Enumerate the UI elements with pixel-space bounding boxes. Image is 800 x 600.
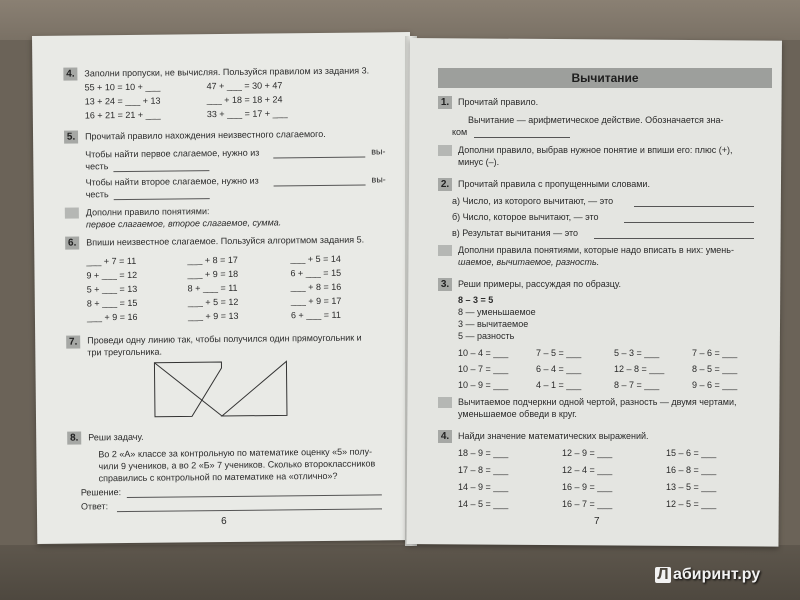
- section-title: Вычитание: [571, 71, 639, 85]
- example-term: 3 — вычитаемое: [458, 319, 529, 329]
- left-page: [32, 32, 415, 544]
- instruction-marker: [65, 208, 79, 219]
- instruction-text: уменьшаемое обведи в круг.: [458, 409, 577, 419]
- rule-text: вы-: [371, 174, 386, 185]
- triangle-right: [221, 361, 287, 416]
- equation: ___ + 9 = 13: [187, 310, 239, 322]
- task-title: Впиши неизвестное слагаемое. Пользуйся алгоритмом задания 5.: [86, 234, 365, 248]
- task-number: 4.: [438, 430, 452, 443]
- example-term: 5 — разность: [458, 331, 515, 341]
- logo-letter: Л: [655, 567, 671, 583]
- instruction-text: Дополни правило, выбрав нужное понятие и впиши его: плюс (+),: [458, 145, 733, 155]
- equation: ___ + 7 = 11: [86, 255, 137, 267]
- task-title: Найди значение математических выражений.: [458, 431, 649, 441]
- equation: ___ + 8 = 17: [187, 254, 238, 266]
- equation: ___ + 5 = 12: [187, 296, 239, 308]
- equation: 6 + ___ = 15: [290, 267, 342, 279]
- equation: 7 – 5 = ___: [536, 348, 582, 358]
- equation: 6 + ___ = 11: [290, 309, 341, 321]
- equation: 12 – 4 = ___: [562, 465, 613, 475]
- equation: 8 – 5 = ___: [692, 364, 738, 374]
- equation: 5 – 3 = ___: [614, 348, 660, 358]
- instruction-text: первое слагаемое, второе слагаемое, сумма.: [85, 217, 282, 230]
- task-number: 8.: [67, 432, 81, 445]
- rule-text: честь: [85, 161, 109, 172]
- instruction-text: минус (–).: [458, 157, 500, 167]
- equation: 17 – 8 = ___: [458, 465, 509, 475]
- equation: 10 – 4 = ___: [458, 348, 509, 358]
- task-number: 6.: [65, 237, 79, 250]
- task-number: 2.: [438, 178, 452, 191]
- equation: 16 – 9 = ___: [562, 482, 613, 492]
- rule-text: Чтобы найти второе слагаемое, нужно из: [85, 175, 259, 188]
- equation: 14 – 5 = ___: [458, 499, 509, 509]
- equation: 10 – 9 = ___: [458, 380, 509, 390]
- instruction-text: Вычитаемое подчеркни одной чертой, разность — двумя чертами,: [458, 397, 737, 407]
- equation: ___ + 18 = 18 + 24: [206, 94, 283, 106]
- answer-line[interactable]: [594, 238, 754, 239]
- equation: 8 + ___ = 11: [187, 282, 238, 294]
- instruction-marker: [438, 397, 452, 408]
- rule-text: вы-: [371, 146, 386, 157]
- section-header: [438, 68, 772, 88]
- watermark-logo: [655, 566, 760, 584]
- instruction-text: Дополни правила понятиями, которые надо вписать в них: умень-: [458, 245, 734, 255]
- task-title: Реши задачу.: [88, 431, 144, 443]
- answer-line[interactable]: [113, 170, 209, 172]
- answer-line[interactable]: [634, 206, 754, 207]
- task-number: 1.: [438, 96, 452, 109]
- task-title: Проведи одну линию так, чтобы получился один прямоугольник и: [87, 332, 362, 346]
- equation: 9 + ___ = 12: [86, 269, 138, 281]
- watermark-text: абиринт.ру: [673, 566, 761, 583]
- equation: ___ + 9 = 18: [187, 268, 239, 280]
- rule-text: а) Число, из которого вычитают, — это: [452, 196, 614, 206]
- equation: 4 – 1 = ___: [536, 380, 582, 390]
- equation: ___ + 5 = 14: [290, 253, 341, 265]
- equation: 47 + ___ = 30 + 47: [206, 80, 283, 92]
- example-equation: 8 – 3 = 5: [458, 295, 494, 305]
- equation: 12 – 9 = ___: [562, 448, 613, 458]
- task-title: Реши примеры, рассуждая по образцу.: [458, 279, 622, 289]
- solution-label: Решение:: [80, 487, 122, 498]
- solution-line[interactable]: [127, 494, 382, 498]
- equation: 14 – 9 = ___: [458, 482, 509, 492]
- answer-line[interactable]: [274, 185, 366, 187]
- page-number: 6: [221, 515, 227, 528]
- equation: 5 + ___ = 13: [86, 283, 138, 295]
- equation: 16 – 8 = ___: [666, 465, 717, 475]
- task-title: Прочитай правило нахождения неизвестного слагаемого.: [85, 128, 326, 142]
- answer-line[interactable]: [114, 198, 210, 200]
- task-number: 3.: [438, 278, 452, 291]
- equation: 8 – 7 = ___: [614, 380, 660, 390]
- task-title: Прочитай правила с пропущенными словами.: [458, 179, 650, 189]
- triangle-left-side: [154, 362, 222, 417]
- instruction-text: шаемое, вычитаемое, разность.: [458, 257, 600, 267]
- equation: 7 – 6 = ___: [692, 348, 738, 358]
- rule-text: ком: [452, 127, 468, 137]
- answer-line[interactable]: [624, 222, 754, 223]
- rule-text: в) Результат вычитания — это: [452, 228, 578, 238]
- equation: 16 – 7 = ___: [562, 499, 613, 509]
- equation: ___ + 9 = 16: [86, 311, 138, 323]
- equation: 33 + ___ = 17 + ___: [206, 108, 288, 120]
- equation: 13 – 5 = ___: [666, 482, 717, 492]
- task-title: три треугольника.: [87, 346, 163, 358]
- equation: ___ + 8 = 16: [290, 281, 342, 293]
- equation: 13 + 24 = ___ + 13: [84, 95, 161, 107]
- equation: 6 – 4 = ___: [536, 364, 582, 374]
- page-number: 7: [594, 516, 600, 527]
- task-title: Прочитай правило.: [458, 97, 539, 107]
- equation: 10 – 7 = ___: [458, 364, 509, 374]
- equation: 15 – 6 = ___: [666, 448, 717, 458]
- geometry-figure[interactable]: [151, 359, 292, 420]
- rule-text: Вычитание — арифметическое действие. Обозначается зна-: [468, 115, 724, 125]
- task-number: 5.: [64, 131, 78, 144]
- example-term: 8 — уменьшаемое: [458, 307, 536, 317]
- task-title: Заполни пропуски, не вычисляя. Пользуйся правилом из задания 3.: [84, 65, 370, 79]
- rule-text: Чтобы найти первое слагаемое, нужно из: [85, 147, 260, 160]
- equation: 9 – 6 = ___: [692, 380, 738, 390]
- answer-line[interactable]: [273, 157, 365, 159]
- answer-line[interactable]: [117, 508, 382, 512]
- answer-line[interactable]: [474, 137, 570, 138]
- rule-text: б) Число, которое вычитают, — это: [452, 212, 599, 222]
- equation: 18 – 9 = ___: [458, 448, 509, 458]
- answer-label: Ответ:: [80, 501, 109, 512]
- equation: ___ + 9 = 17: [290, 295, 342, 307]
- problem-text: справились с контрольной по математике на «отлично»?: [98, 470, 338, 484]
- task-number: 4.: [63, 68, 77, 81]
- equation: 12 – 5 = ___: [666, 499, 717, 509]
- task-number: 7.: [66, 336, 80, 349]
- instruction-text: Дополни правило понятиями:: [85, 206, 210, 218]
- equation: 12 – 8 = ___: [614, 364, 665, 374]
- problem-text: Во 2 «А» классе за контрольную по математике оценку «5» полу-: [98, 446, 373, 460]
- equation: 16 + 21 = 21 + ___: [84, 109, 161, 121]
- rule-text: честь: [85, 189, 109, 200]
- equation: 8 + ___ = 15: [86, 297, 138, 309]
- problem-text: чили 9 учеников, а во 2 «Б» 7 учеников. Сколько второклассников: [98, 458, 376, 472]
- instruction-marker: [438, 245, 452, 256]
- equation: 55 + 10 = 10 + ___: [84, 81, 161, 93]
- instruction-marker: [438, 145, 452, 156]
